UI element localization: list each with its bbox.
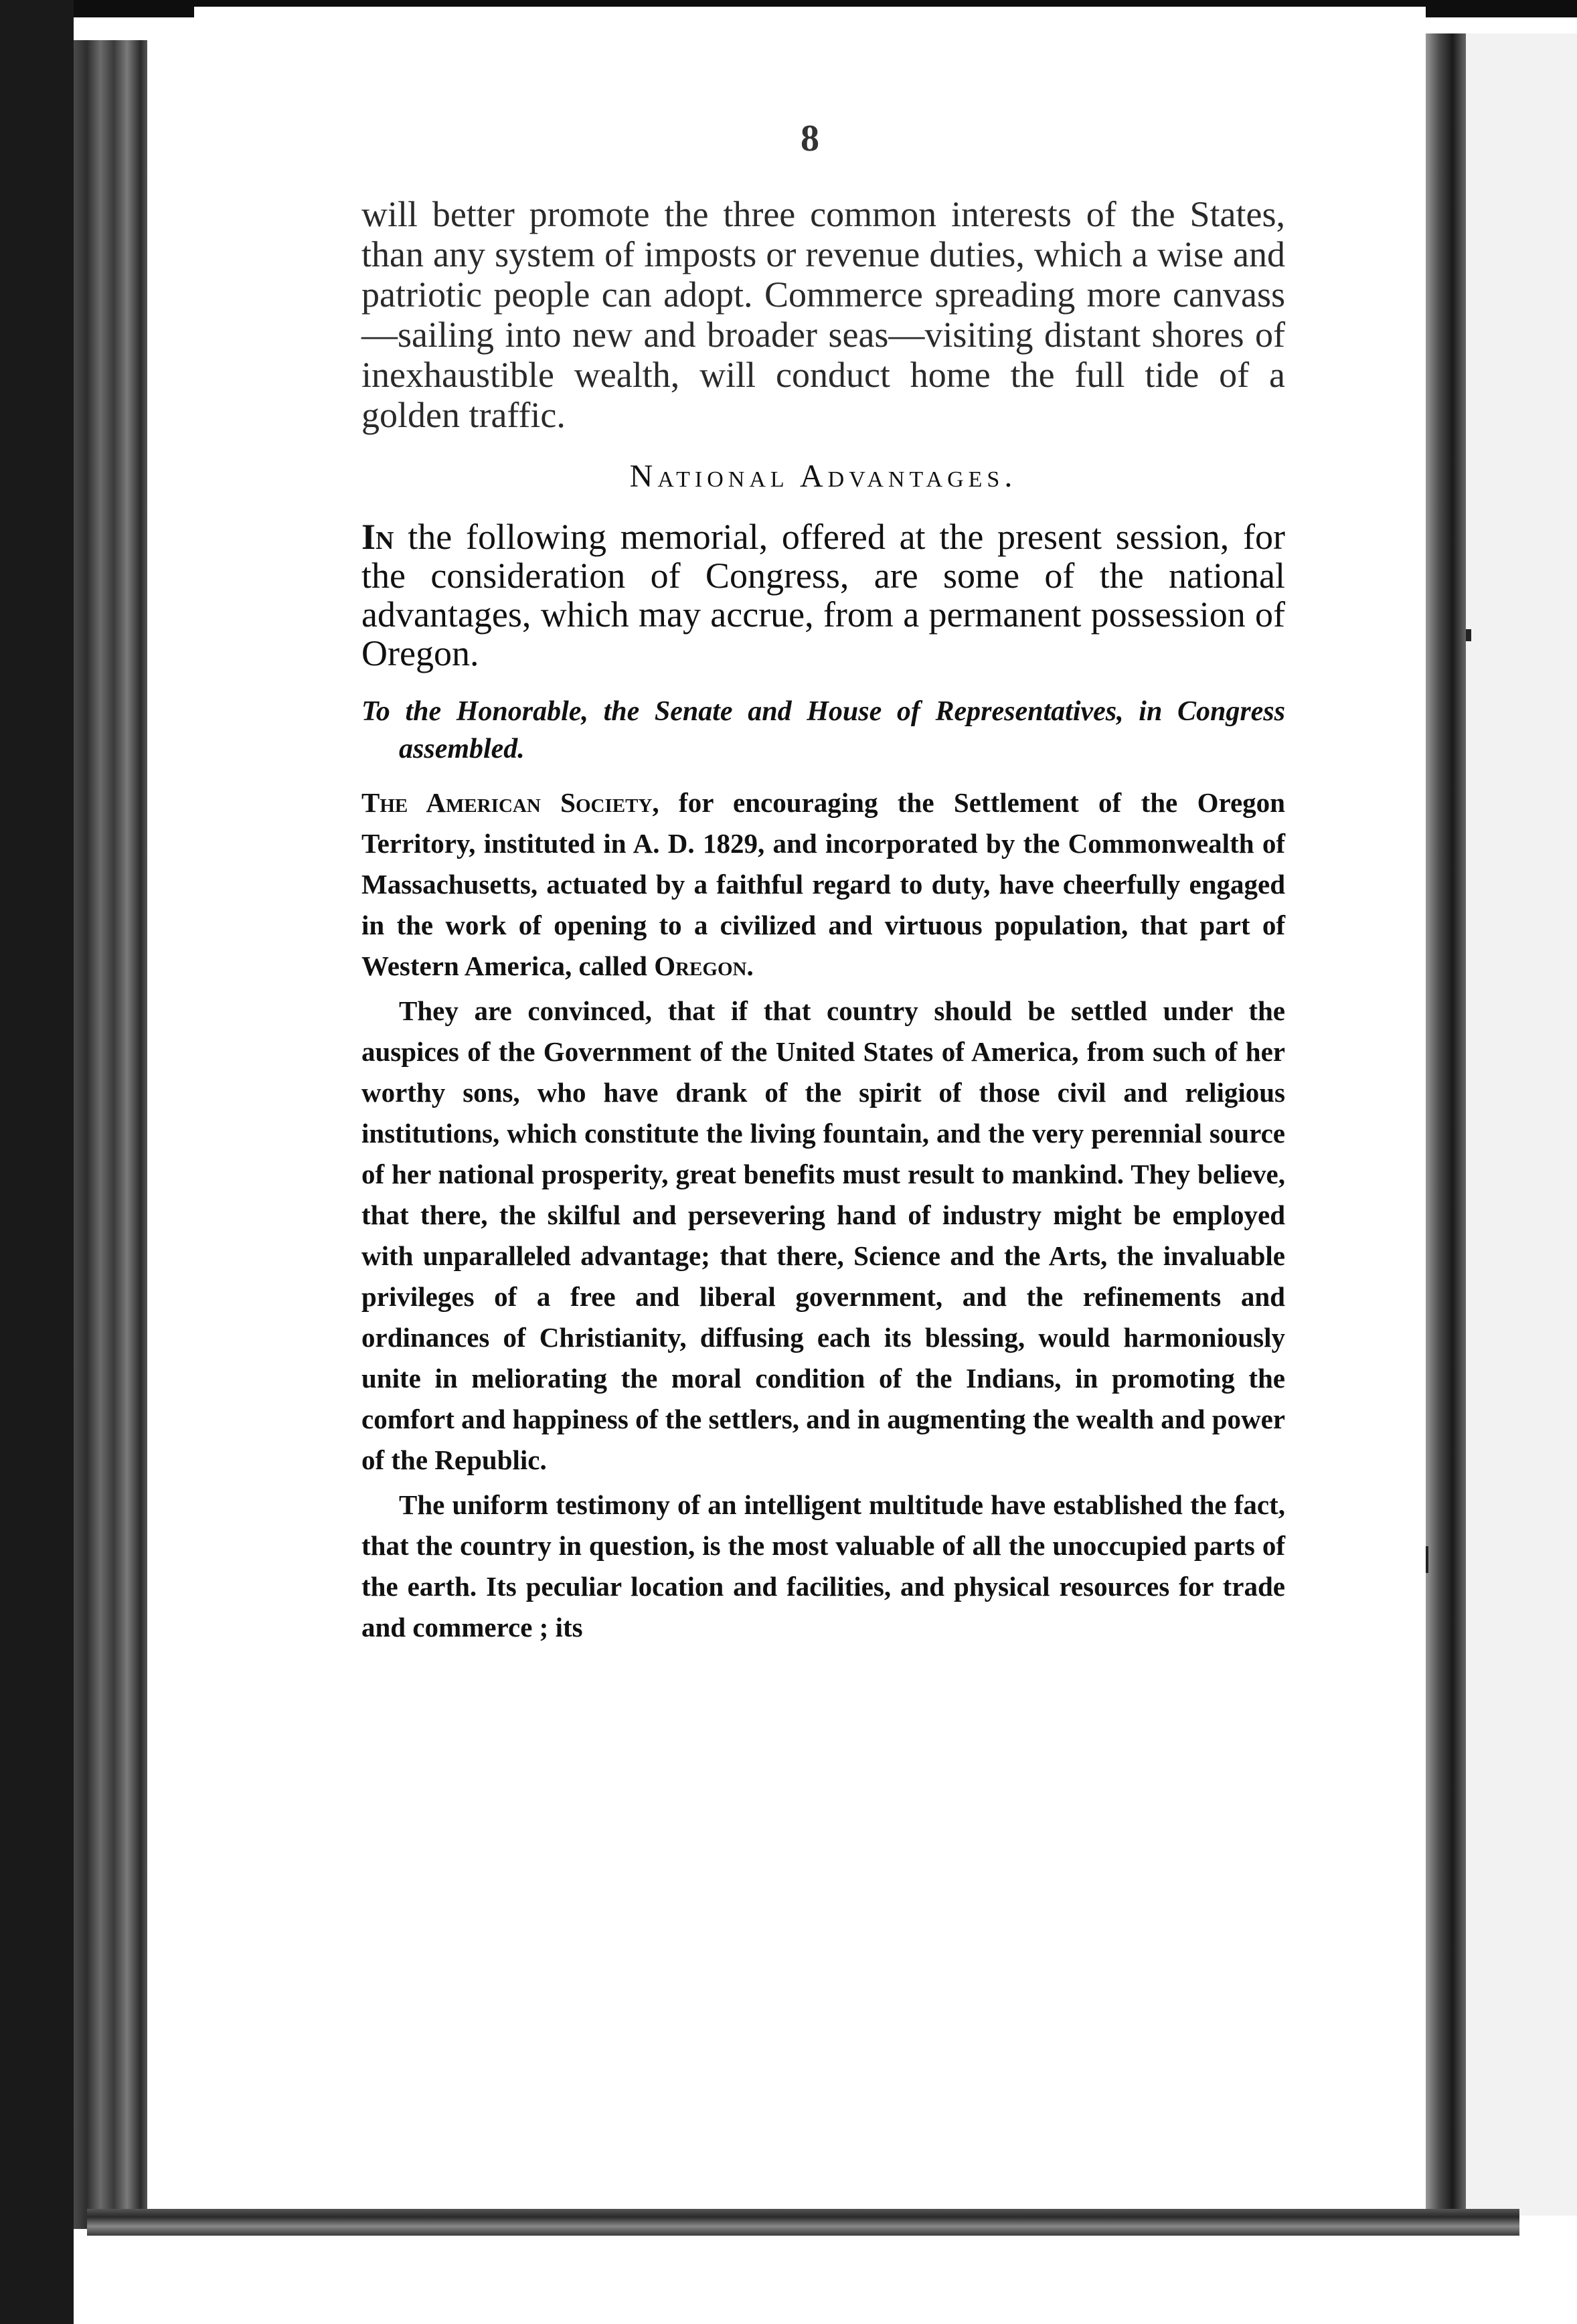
book-page <box>194 7 1426 2209</box>
lead-paragraph <box>361 517 1285 673</box>
scan-bottom-border <box>87 2209 1519 2236</box>
oregon-name: Oregon. <box>654 950 754 981</box>
memorial-paragraph-3: The uniform testimony of an intelligent multitude have established the fact, that the country in question, is the most valuable of all the unoccupied parts of the earth. Its peculiar location and facilities, and physical resources for trade and commerce ; its <box>361 1489 1285 1643</box>
lead-text: the following memorial, offered at the present session, for the consideration of Congress, are some of the national advantages, which may accrue, from a permanent possession of Oregon. <box>361 517 1285 673</box>
page-number: 8 <box>801 118 819 159</box>
scan-left-border <box>0 0 74 2324</box>
scan-speck <box>1466 629 1471 641</box>
lead-dropcap: In <box>361 517 394 557</box>
memorial-paragraph-1 <box>361 782 1285 987</box>
book-gutter <box>1426 33 1466 2216</box>
society-name: The American Society, <box>361 787 659 818</box>
book-page-edges <box>74 40 147 2229</box>
facing-page <box>1466 33 1577 2216</box>
memorial-paragraph-1-text: for encouraging the Settlement of the Oregon Territory, instituted in A. D. 1829, and incorporated by the Commonwealth of Massachusetts, actuated by a faithful regard to duty, have cheerfully engaged in the work of opening to a civilized and virtuous population, that part of Western America, called <box>361 787 1285 981</box>
section-heading: National Advantages. <box>629 459 1017 494</box>
intro-paragraph: will better promote the three common interests of the States, than any system of imposts or revenue duties, which a wise and patriotic people can adopt. Commerce spreading more canvass—sailing into new and broader seas—visiting distant shores of inexhaustible wealth, will conduct home the full tide of a golden traffic. <box>361 194 1285 435</box>
page-content <box>361 194 1285 1652</box>
memorial-paragraph-2: They are convinced, that if that country should be settled under the auspices of the Government of the United States of America, from such of her worthy sons, who have drank of the spirit of those civil and religious institutions, which constitute the living fountain, and the very perennial source of her national prosperity, great benefits must result to mankind. They believe, that there, the skilful and persevering hand of industry might be employed with unparalleled advantage; that there, Science and the Arts, the invaluable privileges of a free and liberal government, and the refinements and ordinances of Christianity, diffusing each its blessing, would harmoniously unite in meliorating the moral condition of the Indians, in promoting the comfort and happiness of the settlers, and in augmenting the wealth and power of the Republic. <box>361 995 1285 1475</box>
memorial-address: To the Honorable, the Senate and House of Representatives, in Congress assembled. <box>361 696 1285 764</box>
